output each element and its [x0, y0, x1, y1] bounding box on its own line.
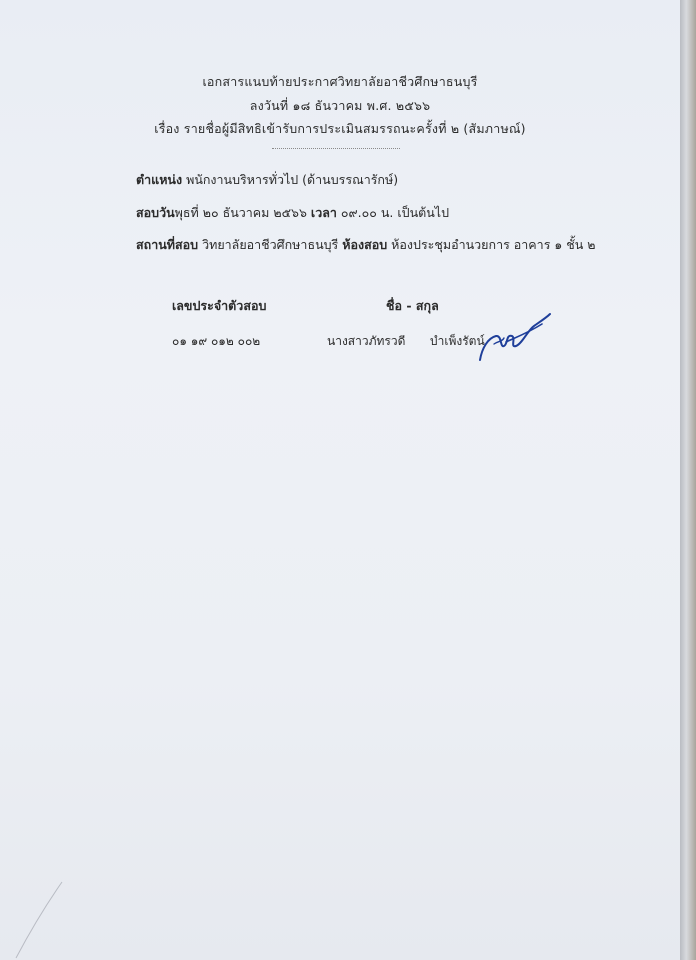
header-title: เอกสารแนบท้ายประกาศวิทยาลัยอาชีวศึกษาธนบุรี: [202, 74, 478, 89]
exam-place-value: วิทยาลัยอาชีวศึกษาธนบุรี: [202, 237, 339, 252]
header-subject: เรื่อง รายชื่อผู้มีสิทธิเข้ารับการประเมินสมรรถนะครั้งที่ ๒ (สัมภาษณ์): [154, 121, 526, 136]
exam-time-value: ๐๙.๐๐ น. เป็นต้นไป: [340, 205, 450, 220]
row-exam-id: ๐๑ ๑๙ ๐๑๒ ๐๐๒: [172, 334, 261, 348]
exam-room-label: ห้องสอบ: [342, 237, 388, 252]
position-label: ตำแหน่ง: [136, 172, 183, 187]
column-header-name: ชื่อ - สกุล: [386, 298, 439, 313]
exam-date-label: สอบวัน: [136, 205, 175, 220]
exam-place-line: [136, 235, 596, 255]
exam-place-label: สถานที่สอบ: [136, 237, 199, 252]
paper-stack-edge: [680, 0, 696, 960]
header-date: ลงวันที่ ๑๘ ธันวาคม พ.ศ. ๒๕๖๖: [249, 98, 431, 113]
column-header-exam-id: เลขประจำตัวสอบ: [172, 298, 267, 313]
position-value: พนักงานบริหารทั่วไป (ด้านบรรณารักษ์): [186, 172, 399, 187]
row-first-name: นางสาวภัทรวดี: [327, 334, 406, 348]
paper-scratch-mark: [0, 880, 70, 960]
position-line: [136, 170, 398, 190]
row-last-name: บำเพ็งรัตน์: [430, 334, 485, 348]
divider: [272, 148, 400, 149]
exam-time-label: เวลา: [310, 205, 337, 220]
signature-image: [476, 308, 556, 368]
exam-room-value: ห้องประชุมอำนวยการ อาคาร ๑ ชั้น ๒: [391, 237, 596, 252]
exam-date-line: [136, 203, 449, 223]
exam-date-value: พุธที่ ๒๐ ธันวาคม ๒๕๖๖: [174, 205, 307, 220]
